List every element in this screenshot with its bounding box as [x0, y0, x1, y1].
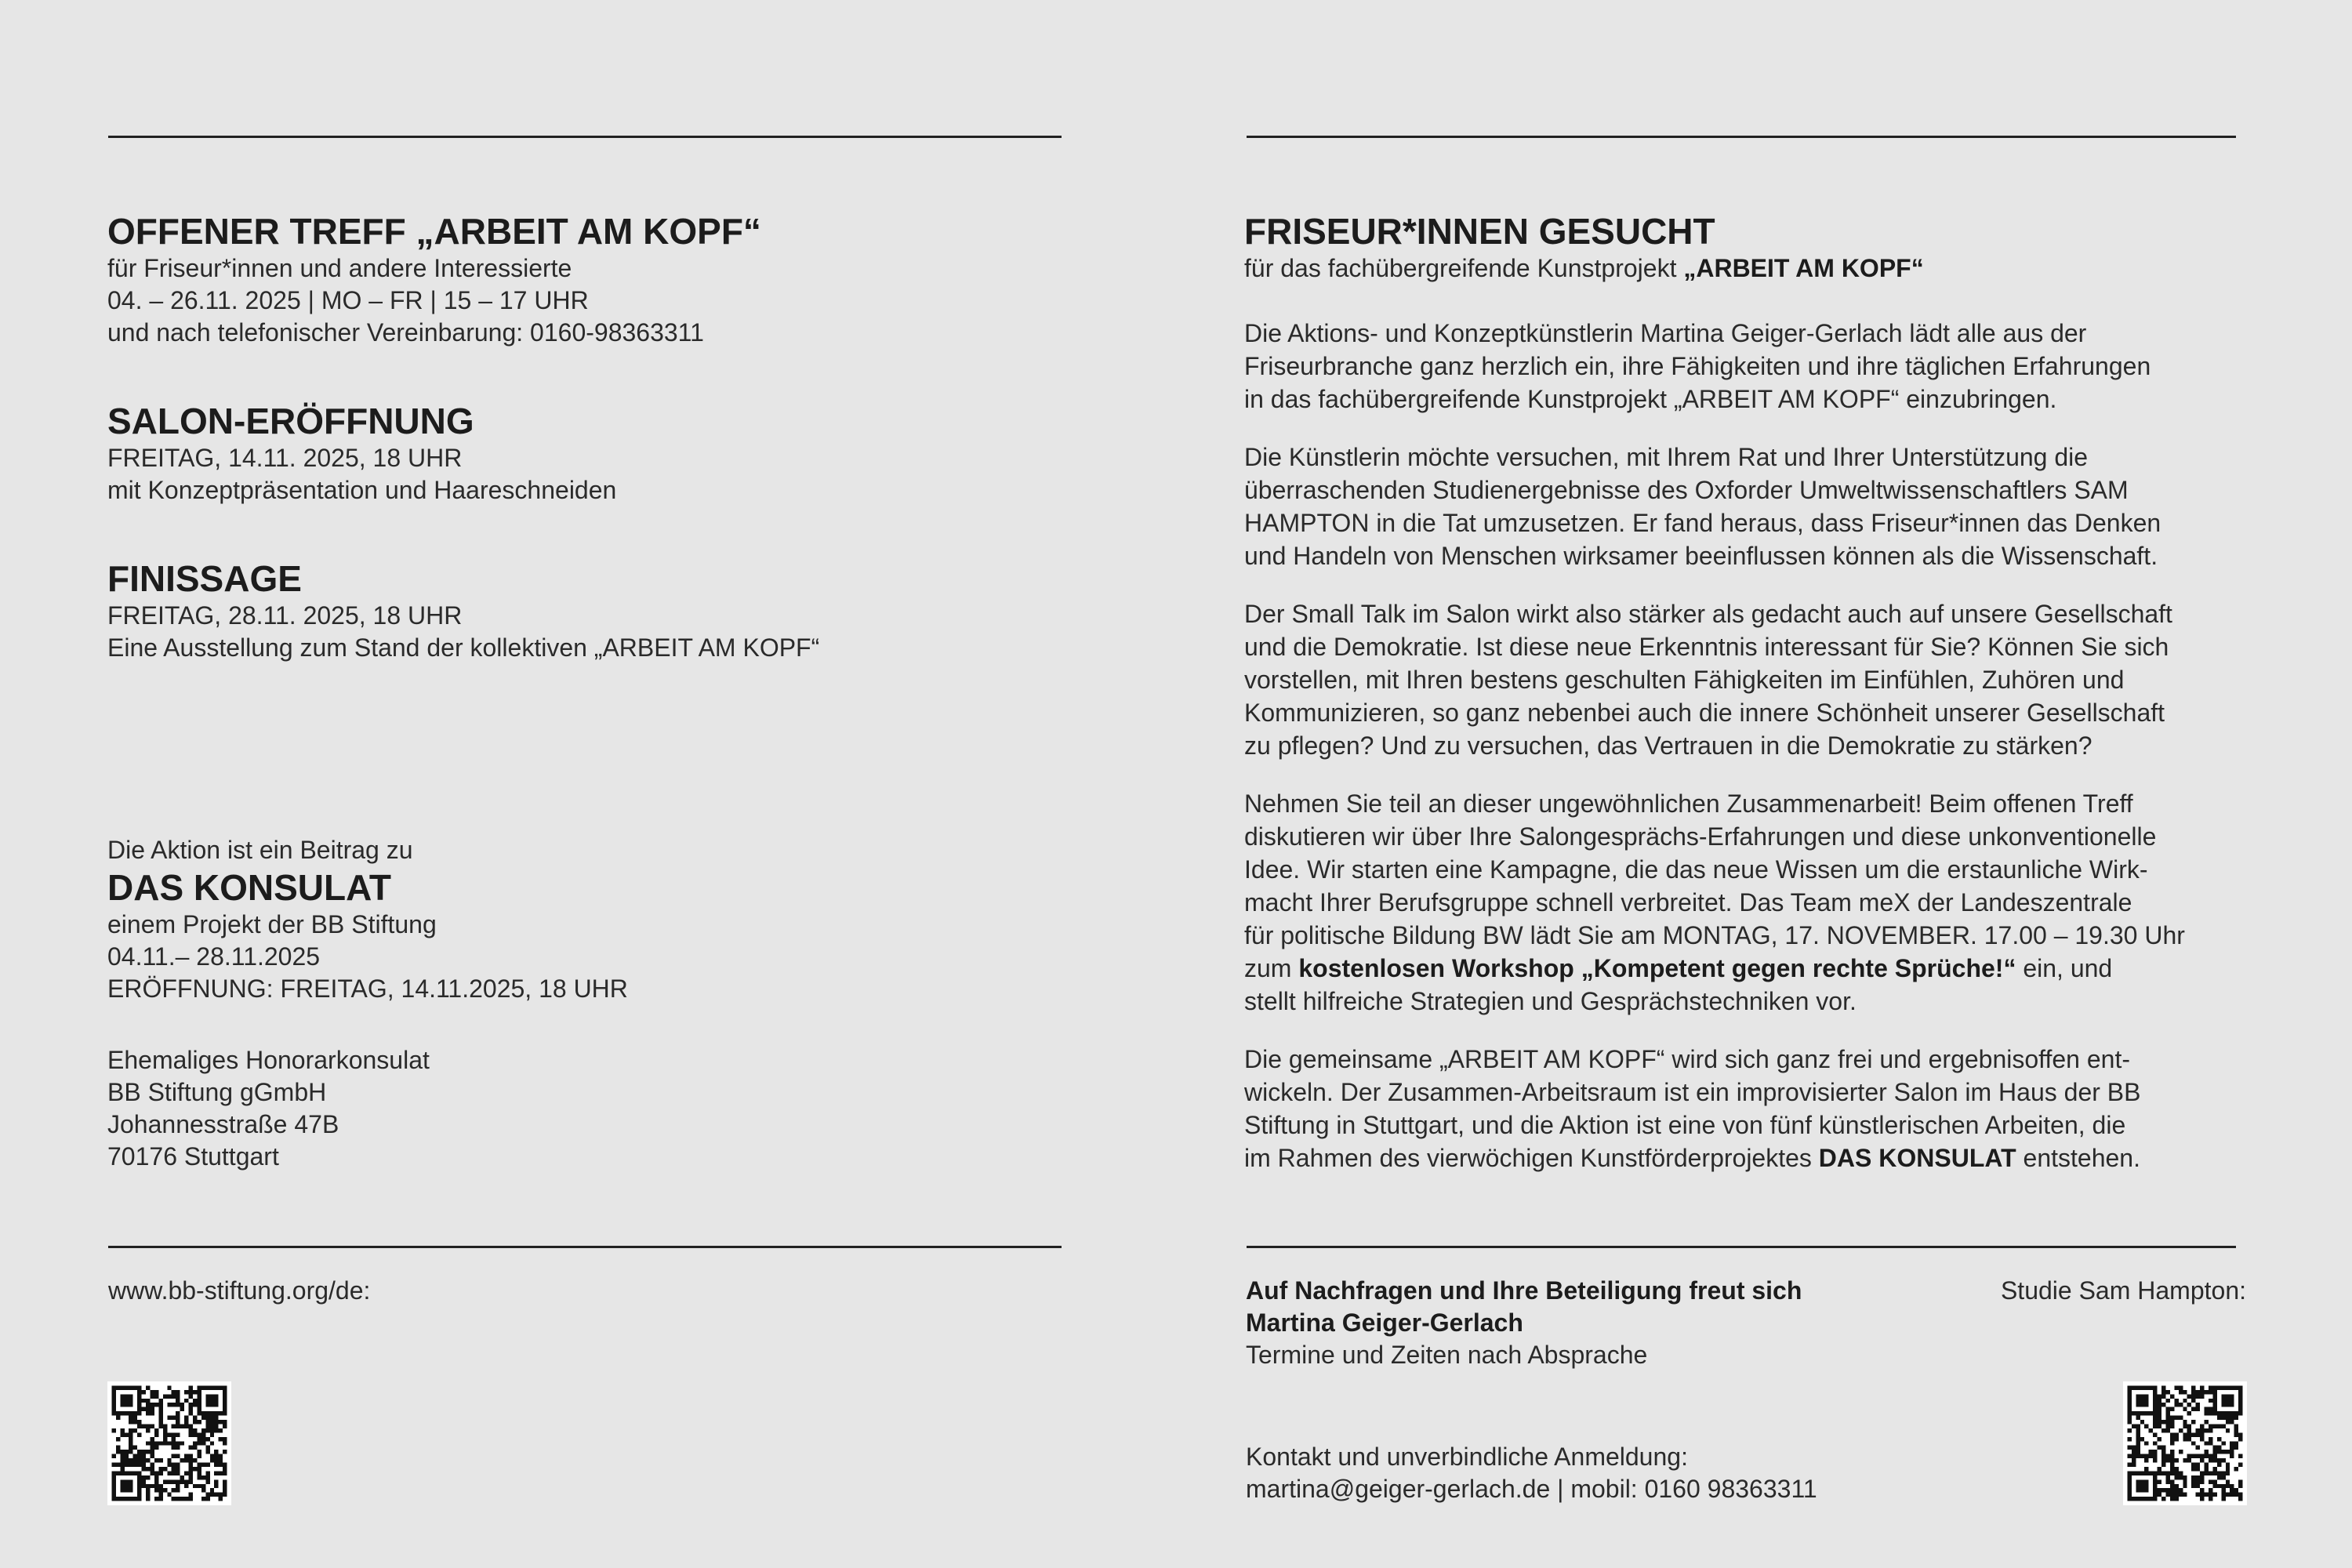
- address-line: BB Stiftung gGmbH: [107, 1078, 327, 1106]
- study-label-wrap: [2001, 1275, 2246, 1307]
- contact-block: [1246, 1441, 1817, 1505]
- right-header: [1244, 210, 1924, 285]
- study-label: Studie Sam Hampton:: [2000, 1276, 2246, 1305]
- para-line: HAMPTON in die Tat umzusetzen. Er fand heraus, dass Friseur*innen das Denken: [1244, 509, 2161, 537]
- event-offener-treff: [107, 210, 761, 349]
- konsulat-suffix: entstehen.: [2016, 1144, 2140, 1172]
- address-line: Ehemaliges Honorarkonsulat: [107, 1046, 430, 1074]
- para-line: Friseurbranche ganz herzlich ein, ihre Fähigkeiten und ihre täglichen Erfahrungen: [1244, 352, 2151, 380]
- workshop-title: kostenlosen Workshop „Kompetent gegen rechte Sprüche!“: [1298, 954, 2016, 982]
- divider-bottom-left: [108, 1246, 1062, 1248]
- event-line: für Friseur*innen und andere Interessierte: [107, 254, 572, 282]
- para-line: und Handeln von Menschen wirksamer beeinflussen können als die Wissenschaft.: [1244, 542, 2158, 570]
- footer-note: Termine und Zeiten nach Absprache: [1246, 1341, 1648, 1369]
- event-salon-eroeffnung: [107, 400, 616, 506]
- konsulat-name: DAS KONSULAT: [1818, 1144, 2016, 1172]
- para-line: Die gemeinsame „ARBEIT AM KOPF“ wird sich ganz frei und ergebnisoffen ent-: [1244, 1045, 2130, 1073]
- konsulat-line: 04.11.– 28.11.2025: [107, 942, 321, 971]
- para-line: vorstellen, mit Ihren bestens geschulten Fähigkeiten im Einfühlen, Zuhören und: [1244, 666, 2125, 694]
- para-line: und die Demokratie. Ist diese neue Erkenntnis interessant für Sie? Können Sie sich: [1244, 633, 2169, 661]
- workshop-suffix: ein, und: [2016, 954, 2113, 982]
- event-line: FREITAG, 28.11. 2025, 18 UHR: [107, 601, 463, 630]
- konsulat-intro: Die Aktion ist ein Beitrag zu: [107, 836, 413, 864]
- paragraph-5: [1244, 1043, 2140, 1174]
- para-line: Kommunizieren, so ganz nebenbei auch die innere Schönheit unserer Gesellschaft: [1244, 699, 2165, 727]
- event-line: 04. – 26.11. 2025 | MO – FR | 15 – 17 UHR: [107, 286, 589, 314]
- konsulat-line: einem Projekt der BB Stiftung: [107, 910, 437, 938]
- footer-contact-block: [1246, 1275, 1802, 1371]
- website-label: www.bb-stiftung.org/de:: [108, 1276, 371, 1305]
- qr-code-icon: [2123, 1381, 2247, 1505]
- konsulat-title: DAS KONSULAT: [107, 867, 392, 908]
- para-line-workshop: [1244, 952, 2185, 985]
- event-title: OFFENER TREFF „ARBEIT AM KOPF“: [107, 211, 761, 252]
- para-line: Stiftung in Stuttgart, und die Aktion ist eine von fünf künstlerischen Arbeiten, die: [1244, 1111, 2126, 1139]
- para-line: diskutieren wir über Ihre Salongesprächs-Erfahrungen und diese unkonventionelle: [1244, 822, 2157, 851]
- divider-top-right: [1247, 136, 2236, 138]
- event-line: und nach telefonischer Vereinbarung: 0160-98363311: [107, 318, 704, 347]
- para-line: Idee. Wir starten eine Kampagne, die das neue Wissen um die erstaunliche Wirk-: [1244, 855, 2148, 884]
- address-block: [107, 1044, 430, 1173]
- para-line: zu pflegen? Und zu versuchen, das Vertrauen in die Demokratie zu stärken?: [1244, 731, 2092, 760]
- para-line-konsulat: [1244, 1142, 2140, 1174]
- divider-top-left: [108, 136, 1062, 138]
- footer-bold-line: Auf Nachfragen und Ihre Beteiligung freut sich: [1246, 1276, 1802, 1305]
- contact-label: Kontakt und unverbindliche Anmeldung:: [1246, 1443, 1688, 1471]
- para-line: Der Small Talk im Salon wirkt also stärker als gedacht auch auf unsere Gesellschaft: [1244, 600, 2172, 628]
- address-line: 70176 Stuttgart: [107, 1142, 279, 1171]
- contact-details[interactable]: martina@geiger-gerlach.de | mobil: 0160 98363311: [1246, 1475, 1817, 1503]
- para-line: stellt hilfreiche Strategien und Gesprächstechniken vor.: [1244, 987, 1857, 1015]
- subtitle-project: „ARBEIT AM KOPF“: [1683, 254, 1924, 282]
- para-line: für politische Bildung BW lädt Sie am MONTAG, 17. NOVEMBER. 17.00 – 19.30 Uhr: [1244, 921, 2185, 949]
- qr-code-left[interactable]: [107, 1381, 231, 1505]
- event-title: SALON-ERÖFFNUNG: [107, 401, 474, 441]
- para-line: macht Ihrer Berufsgruppe schnell verbreitet. Das Team meX der Landeszentrale: [1244, 888, 2132, 916]
- subtitle-prefix: für das fachübergreifende Kunstprojekt: [1244, 254, 1684, 282]
- workshop-prefix: zum: [1244, 954, 1299, 982]
- paragraph-4: [1244, 787, 2185, 1018]
- konsulat-block: [107, 834, 628, 1005]
- website-link[interactable]: [108, 1275, 370, 1307]
- address-line: Johannesstraße 47B: [107, 1110, 339, 1138]
- para-line: überraschenden Studienergebnisse des Oxforder Umweltwissenschaftlers SAM: [1244, 476, 2129, 504]
- footer-bold-line: Martina Geiger-Gerlach: [1246, 1308, 1523, 1337]
- qr-code-icon: [107, 1381, 231, 1505]
- event-finissage: [107, 557, 819, 664]
- right-title: FRISEUR*INNEN GESUCHT: [1244, 211, 1715, 252]
- event-line: Eine Ausstellung zum Stand der kollektiven „ARBEIT AM KOPF“: [107, 633, 820, 662]
- event-line: mit Konzeptpräsentation und Haareschneiden: [107, 476, 617, 504]
- para-line: Die Aktions- und Konzeptkünstlerin Martina Geiger-Gerlach lädt alle aus der: [1244, 319, 2087, 347]
- konsulat-line: ERÖFFNUNG: FREITAG, 14.11.2025, 18 UHR: [107, 975, 628, 1003]
- event-title: FINISSAGE: [107, 558, 302, 599]
- para-line: Nehmen Sie teil an dieser ungewöhnlichen Zusammenarbeit! Beim offenen Treff: [1244, 789, 2133, 818]
- right-subtitle: [1244, 252, 1924, 285]
- paragraph-2: [1244, 441, 2161, 572]
- qr-code-right[interactable]: [2123, 1381, 2247, 1505]
- para-line: Die Künstlerin möchte versuchen, mit Ihrem Rat und Ihrer Unterstützung die: [1244, 443, 2089, 471]
- divider-bottom-right: [1247, 1246, 2236, 1248]
- paragraph-1: [1244, 317, 2151, 416]
- konsulat-prefix: im Rahmen des vierwöchigen Kunstförderprojektes: [1244, 1144, 1819, 1172]
- event-line: FREITAG, 14.11. 2025, 18 UHR: [107, 444, 463, 472]
- paragraph-3: [1244, 597, 2172, 762]
- para-line: wickeln. Der Zusammen-Arbeitsraum ist ein improvisierter Salon im Haus der BB: [1244, 1078, 2141, 1106]
- para-line: in das fachübergreifende Kunstprojekt „ARBEIT AM KOPF“ einzubringen.: [1244, 385, 2057, 413]
